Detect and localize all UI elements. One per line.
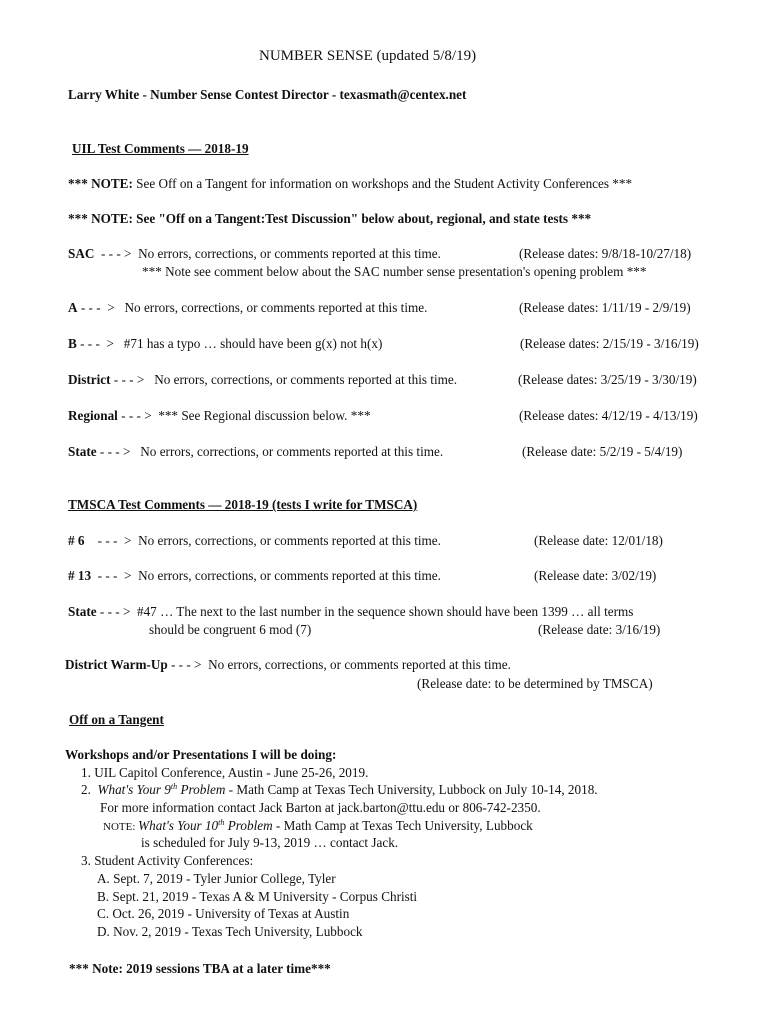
tmsca-row-6: [68, 533, 441, 549]
row-text: No errors, corrections, or comments reported at this time.: [138, 568, 441, 583]
uil-row-district: [68, 372, 457, 388]
conference-item: A. Sept. 7, 2019 - Tyler Junior College, Tyler: [97, 871, 336, 886]
uil-row-state-release: (Release date: 5/2/19 - 5/4/19): [522, 444, 683, 459]
row-text: No errors, corrections, or comments reported at this time.: [138, 246, 441, 261]
ordinal-suffix: th: [218, 818, 225, 827]
note-text: See Off on a Tangent for information on workshops and the Student Activity Conferences ***: [132, 176, 633, 191]
contest-director: Larry White - Number Sense Contest Director - texasmath@centex.net: [68, 87, 467, 102]
row-text: No errors, corrections, or comments reported at this time.: [138, 533, 441, 548]
uil-row-district-release: (Release dates: 3/25/19 - 3/30/19): [518, 372, 697, 387]
uil-heading: UIL Test Comments — 2018-19: [72, 141, 249, 156]
row-label: District: [68, 372, 111, 387]
row-label: State: [68, 444, 97, 459]
uil-row-sac: [68, 246, 441, 262]
workshop-item-1: 1. UIL Capitol Conference, Austin - June 25-26, 2019.: [81, 765, 369, 780]
row-label: # 13: [68, 568, 92, 583]
tmsca-state-release: (Release date: 3/16/19): [538, 622, 661, 637]
tmsca-row-6-release: (Release date: 12/01/18): [534, 533, 663, 548]
item-title-part: Problem: [177, 782, 226, 797]
row-text: *** See Regional discussion below. ***: [158, 408, 371, 423]
workshop-item-2-info: For more information contact Jack Barton at jack.barton@ttu.edu or 806-742-2350.: [100, 800, 541, 815]
final-note: *** Note: 2019 sessions TBA at a later time***: [69, 961, 331, 976]
uil-row-b-release: (Release dates: 2/15/19 - 3/16/19): [520, 336, 699, 351]
tmsca-row-13: [68, 568, 441, 584]
row-label: A: [68, 300, 78, 315]
row-label: SAC: [68, 246, 95, 261]
uil-sac-note: *** Note see comment below about the SAC number sense presentation's opening problem ***: [142, 264, 647, 279]
note-text: - Math Camp at Texas Tech University, Lubbock: [272, 818, 533, 833]
uil-row-a: [68, 300, 427, 316]
tmsca-row-warmup: [65, 657, 511, 673]
uil-note-2: *** NOTE: See "Off on a Tangent:Test Discussion" below about, regional, and state tests ***: [68, 211, 592, 226]
workshops-heading: Workshops and/or Presentations I will be doing:: [65, 747, 337, 762]
row-arrow: - - - >: [84, 533, 139, 548]
item-text: - Math Camp at Texas Tech University, Lubbock on July 10-14, 2018.: [225, 782, 598, 797]
tmsca-state-text-2: should be congruent 6 mod (7): [149, 622, 312, 637]
uil-row-sac-release: (Release dates: 9/8/18-10/27/18): [519, 246, 692, 261]
row-label: B: [68, 336, 77, 351]
row-arrow: - - - >: [110, 372, 155, 387]
row-arrow: - - - >: [77, 300, 125, 315]
uil-note-1: [68, 176, 632, 192]
row-arrow: - - - >: [96, 444, 141, 459]
note-label: NOTE:: [103, 821, 139, 833]
item-title: [97, 782, 225, 797]
row-arrow: - - - >: [76, 336, 124, 351]
workshop-item-3: 3. Student Activity Conferences:: [81, 853, 254, 868]
row-arrow: - - - >: [91, 568, 139, 583]
conference-item: C. Oct. 26, 2019 - University of Texas at Austin: [97, 906, 350, 921]
row-text: #71 has a typo … should have been g(x) not h(x): [123, 336, 383, 351]
item-number: 2.: [81, 782, 98, 797]
row-label: Regional: [68, 408, 118, 423]
workshop-item-2-note: [103, 818, 533, 835]
tmsca-warmup-release: (Release date: to be determined by TMSCA): [417, 676, 653, 691]
tmsca-row-13-release: (Release date: 3/02/19): [534, 568, 657, 583]
note-title-part: Problem: [224, 818, 273, 833]
row-arrow: - - - >: [117, 408, 159, 423]
uil-row-a-release: (Release dates: 1/11/19 - 2/9/19): [519, 300, 691, 315]
row-text: No errors, corrections, or comments reported at this time.: [124, 300, 428, 315]
uil-row-state: [68, 444, 443, 460]
tmsca-row-state: [68, 604, 633, 620]
conference-item: B. Sept. 21, 2019 - Texas A & M University - Corpus Christi: [97, 889, 418, 904]
page-title: NUMBER SENSE (updated 5/8/19): [259, 48, 477, 64]
note-title: [138, 818, 272, 833]
workshop-item-2: [81, 782, 598, 798]
row-arrow: - - - >: [94, 246, 139, 261]
row-text: No errors, corrections, or comments reported at this time.: [208, 657, 511, 672]
uil-row-b: [68, 336, 382, 352]
row-label: State: [68, 604, 97, 619]
tmsca-heading: TMSCA Test Comments — 2018-19 (tests I write for TMSCA): [68, 497, 418, 512]
row-text: No errors, corrections, or comments reported at this time.: [140, 444, 444, 459]
row-text: No errors, corrections, or comments reported at this time.: [154, 372, 458, 387]
uil-row-regional: [68, 408, 371, 424]
workshop-item-2-note-line-2: is scheduled for July 9-13, 2019 … contact Jack.: [141, 835, 399, 850]
ordinal-suffix: th: [170, 782, 178, 791]
item-title-part: What's Your 9: [97, 782, 171, 797]
conference-item: D. Nov. 2, 2019 - Texas Tech University, Lubbock: [97, 924, 363, 939]
note-label: *** NOTE:: [68, 176, 133, 191]
tangent-heading: Off on a Tangent: [69, 712, 164, 727]
row-arrow: - - - >: [96, 604, 137, 619]
row-arrow: - - - >: [167, 657, 209, 672]
row-text: #47 … The next to the last number in the sequence shown should have been 1399 … all terms: [136, 604, 634, 619]
uil-row-regional-release: (Release dates: 4/12/19 - 4/13/19): [519, 408, 698, 423]
row-label: # 6: [68, 533, 85, 548]
note-title-part: What's Your 10: [138, 818, 219, 833]
row-label: District Warm-Up: [65, 657, 168, 672]
